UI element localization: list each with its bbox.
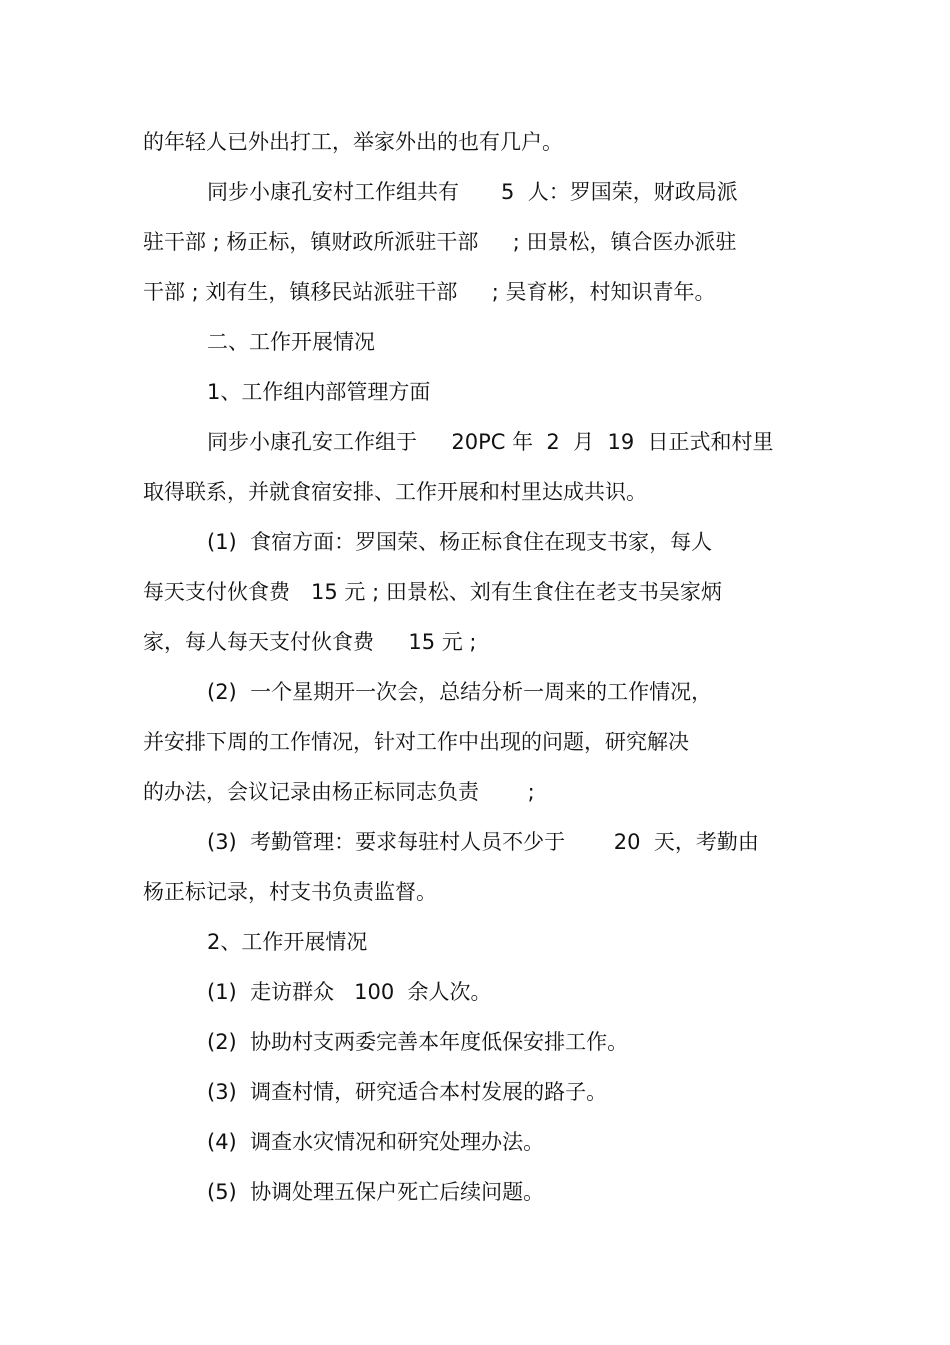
text-line: 杨正标记录，村支书负责监督。 [143, 880, 437, 904]
text-line: 家，每人每天支付伙食费 15 元 ; [143, 630, 477, 654]
text-line: 同步小康孔安工作组于 20PC 年 2 月 19 日正式和村里 [207, 430, 774, 454]
list-item: (1) 走访群众 100 余人次。 [207, 980, 492, 1004]
text-line: 干部 ; 刘有生，镇移民站派驻干部 ; 吴育彬，村知识青年。 [143, 280, 716, 304]
list-item: (3) 调查村情，研究适合本村发展的路子。 [207, 1080, 608, 1104]
text-line: 并安排下周的工作情况，针对工作中出现的问题，研究解决 [143, 730, 689, 754]
text-line: (3) 考勤管理：要求每驻村人员不少于 20 天，考勤由 [207, 830, 759, 854]
section-heading: 二、工作开展情况 [207, 330, 375, 354]
text-line: 的办法，会议记录由杨正标同志负责 ; [143, 780, 535, 804]
text-line: 同步小康孔安村工作组共有 5 人：罗国荣，财政局派 [207, 180, 738, 204]
text-line: 每天支付伙食费 15 元 ; 田景松、刘有生食住在老支书吴家炳 [143, 580, 722, 604]
list-item: (4) 调查水灾情况和研究处理办法。 [207, 1130, 545, 1154]
list-item: (2) 协助村支两委完善本年度低保安排工作。 [207, 1030, 629, 1054]
subsection-heading: 2、工作开展情况 [207, 930, 368, 954]
subsection-heading: 1、工作组内部管理方面 [207, 380, 431, 404]
text-line: 取得联系，并就食宿安排、工作开展和村里达成共识。 [143, 480, 647, 504]
text-line: 的年轻人已外出打工，举家外出的也有几户。 [143, 130, 563, 154]
text-line: (1) 食宿方面：罗国荣、杨正标食住在现支书家，每人 [207, 530, 713, 554]
text-line: 驻干部 ; 杨正标，镇财政所派驻干部 ; 田景松，镇合医办派驻 [143, 230, 737, 254]
text-line: (2) 一个星期开一次会，总结分析一周来的工作情况， [207, 680, 713, 704]
list-item: (5) 协调处理五保户死亡后续问题。 [207, 1180, 545, 1204]
